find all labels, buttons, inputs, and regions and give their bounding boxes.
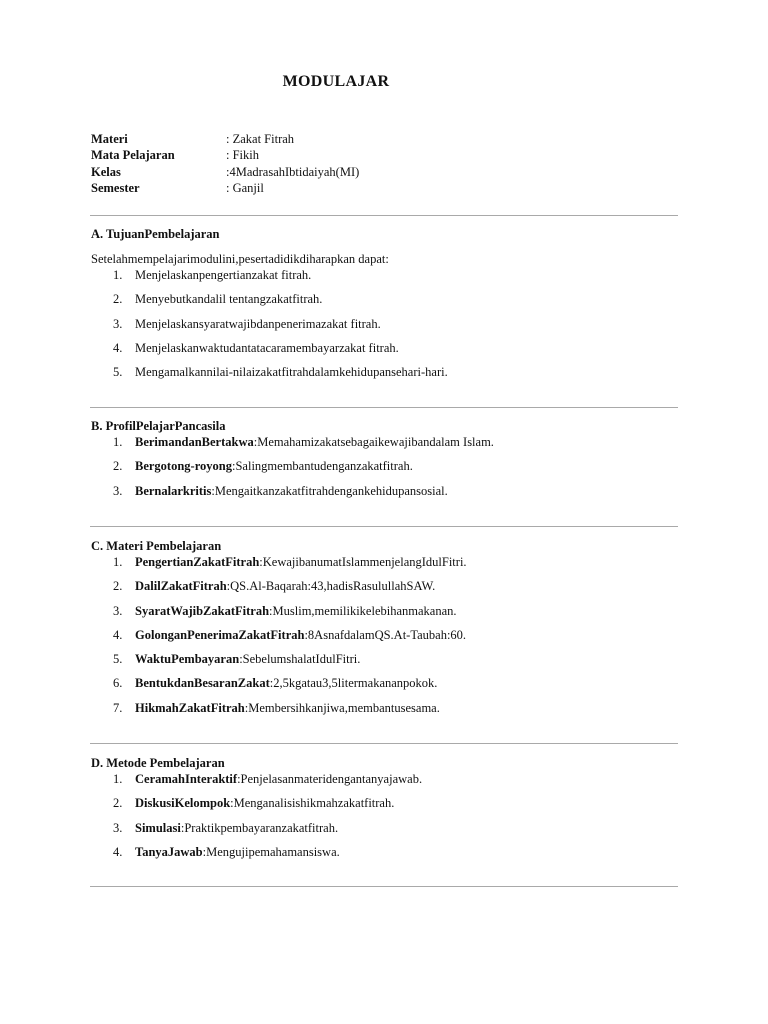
item-description: :SebelumshalatIdulFitri. <box>239 652 361 667</box>
list-item <box>91 675 681 699</box>
item-text <box>135 578 435 602</box>
list-item <box>91 267 681 291</box>
item-text: Menyebutkandalil tentangzakatfitrah. <box>135 292 323 307</box>
item-text: Menjelaskansyaratwajibdanpenerimazakat fitrah. <box>135 316 381 331</box>
list-item <box>91 434 681 458</box>
divider <box>90 407 678 408</box>
objectives-list <box>91 267 681 388</box>
item-number: 6. <box>113 676 123 691</box>
section-intro: Setelahmempelajarimodulini,pesertadidikdiharapkan dapat: <box>91 252 389 266</box>
item-text <box>135 700 440 724</box>
list-item <box>91 316 681 340</box>
item-description: :KewajibanumatIslammenjelangIdulFitri. <box>259 555 467 569</box>
info-label: Semester <box>91 180 140 195</box>
list-item <box>91 554 681 578</box>
method-list <box>91 771 681 868</box>
list-item <box>91 771 681 795</box>
item-term: CeramahInteraktif <box>135 772 238 786</box>
item-description: :Menganalisishikmahzakatfitrah. <box>230 796 395 811</box>
item-description: :Membersihkanjiwa,membantusesama. <box>244 700 440 715</box>
item-text <box>135 554 467 578</box>
list-item <box>91 483 681 507</box>
divider <box>90 526 678 527</box>
item-description: :Mengujipemahamansiswa. <box>202 844 340 859</box>
info-value: : Ganjil <box>226 180 264 195</box>
item-number: 2. <box>113 292 123 307</box>
section-heading: C. Materi Pembelajaran <box>91 539 222 553</box>
item-text <box>135 483 448 507</box>
list-item <box>91 627 681 651</box>
item-number: 4. <box>113 340 123 355</box>
item-text <box>135 627 466 651</box>
item-number: 1. <box>113 772 123 786</box>
section-metode-pembelajaran <box>91 755 681 868</box>
item-text <box>135 795 394 819</box>
page-title: MODULAJAR <box>282 73 390 90</box>
section-heading: D. Metode Pembelajaran <box>91 756 225 770</box>
item-text <box>135 651 360 675</box>
list-item <box>91 364 681 388</box>
material-list <box>91 554 681 724</box>
section-heading: A. TujuanPembelajaran <box>91 227 220 241</box>
item-description: :QS.Al-Baqarah:43,hadisRasulullahSAW. <box>226 579 436 594</box>
item-term: DiskusiKelompok <box>135 796 231 811</box>
item-term: WaktuPembayaran <box>135 652 240 667</box>
info-value: : Zakat Fitrah <box>226 132 295 146</box>
list-item <box>91 651 681 675</box>
item-number: 2. <box>113 579 123 594</box>
item-term: BerimandanBertakwa <box>135 435 254 449</box>
item-term: TanyaJawab <box>135 844 203 859</box>
item-term: GolonganPenerimaZakatFitrah <box>135 627 305 642</box>
item-number: 3. <box>113 316 123 331</box>
item-term: Bergotong-royong <box>135 459 232 474</box>
item-description: :8AsnafdalamQS.At-Taubah:60. <box>304 627 467 642</box>
item-term: DalilZakatFitrah <box>135 579 227 594</box>
list-item <box>91 795 681 819</box>
divider <box>90 215 678 216</box>
item-term: SyaratWajibZakatFitrah <box>135 603 270 618</box>
info-row-mata-pelajaran <box>91 147 359 163</box>
item-description: :Salingmembantudenganzakatfitrah. <box>232 459 413 474</box>
list-item <box>91 458 681 482</box>
section-profil-pelajar-pancasila <box>91 418 681 507</box>
info-value: : Fikih <box>226 148 259 163</box>
item-text: Menjelaskanwaktudantatacaramembayarzakat fitrah. <box>135 340 399 355</box>
item-description: :Praktikpembayaranzakatfitrah. <box>180 820 339 835</box>
list-item <box>91 844 681 868</box>
item-description: :Penjelasanmateridengantanyajawab. <box>237 772 423 786</box>
item-number: 5. <box>113 365 123 380</box>
item-text <box>135 844 340 868</box>
item-term: HikmahZakatFitrah <box>135 700 245 715</box>
item-number: 2. <box>113 796 123 811</box>
item-number: 1. <box>113 435 123 449</box>
info-row-materi <box>91 131 359 147</box>
item-text <box>135 434 494 458</box>
divider <box>90 886 678 887</box>
section-materi-pembelajaran <box>91 538 681 724</box>
info-row-semester <box>91 180 359 196</box>
item-term: PengertianZakatFitrah <box>135 555 260 569</box>
item-number: 7. <box>113 700 123 715</box>
info-label: Mata Pelajaran <box>91 148 175 163</box>
item-number: 4. <box>113 844 123 859</box>
item-number: 3. <box>113 483 123 498</box>
item-number: 3. <box>113 820 123 835</box>
item-text <box>135 603 457 627</box>
info-label: Materi <box>91 132 128 146</box>
module-info <box>91 131 359 196</box>
item-number: 2. <box>113 459 123 474</box>
item-text <box>135 675 437 699</box>
section-tujuan-pembelajaran <box>91 226 681 388</box>
item-text <box>135 771 422 795</box>
item-description: :Mengaitkanzakatfitrahdengankehidupansosial. <box>211 483 448 498</box>
info-label: Kelas <box>91 164 121 179</box>
item-description: :Muslim,memilikikelebihanmakanan. <box>269 603 457 618</box>
item-number: 1. <box>113 555 123 569</box>
list-item <box>91 603 681 627</box>
item-description: :2,5kgatau3,5litermakananpokok. <box>269 676 438 691</box>
item-description: :Memahamizakatsebagaikewajibandalam Islam. <box>253 435 494 449</box>
item-text: Menjelaskanpengertianzakat fitrah. <box>135 268 312 282</box>
item-term: BentukdanBesaranZakat <box>135 676 270 691</box>
item-term: Simulasi <box>135 820 181 835</box>
item-text: Mengamalkannilai-nilaizakatfitrahdalamkehidupansehari-hari. <box>135 365 448 380</box>
item-term: Bernalarkritis <box>135 483 212 498</box>
list-item <box>91 340 681 364</box>
section-heading: B. ProfilPelajarPancasila <box>91 419 226 433</box>
list-item <box>91 291 681 315</box>
list-item <box>91 578 681 602</box>
list-item <box>91 700 681 724</box>
info-value: :4MadrasahIbtidaiyah(MI) <box>226 164 360 179</box>
item-number: 5. <box>113 652 123 667</box>
item-number: 1. <box>113 268 123 282</box>
item-number: 4. <box>113 627 123 642</box>
profile-list <box>91 434 681 507</box>
list-item <box>91 820 681 844</box>
item-text <box>135 458 413 482</box>
item-text <box>135 820 338 844</box>
item-number: 3. <box>113 603 123 618</box>
divider <box>90 743 678 744</box>
info-row-kelas <box>91 164 359 180</box>
